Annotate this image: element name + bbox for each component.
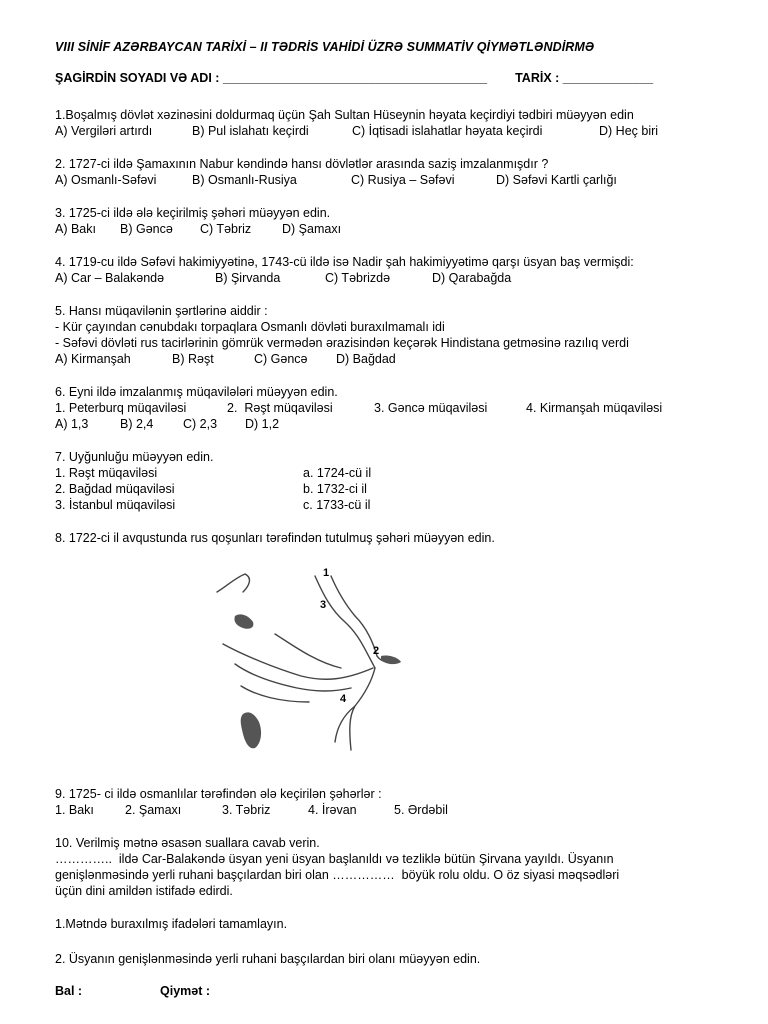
option-c: C) Gəncə: [254, 352, 308, 366]
question-6-options: [55, 416, 725, 432]
option-c: C) 2,3: [183, 417, 218, 431]
question-5-text: 5. Hansı müqavilənin şərtlərinə aiddir :: [55, 304, 268, 318]
question-5-options: [55, 351, 725, 367]
match-left-2: 2. Bağdad müqaviləsi: [55, 482, 175, 496]
option-a: A) Osmanlı-Səfəvi: [55, 173, 157, 187]
river-path: [217, 574, 249, 592]
question-3: [55, 205, 725, 237]
question-7: [55, 449, 725, 513]
map-label-3: 3: [320, 599, 327, 611]
question-10-sub-1: [55, 916, 725, 932]
question-1-text: 1.Boşalmış dövlət xəzinəsini doldurmaq üçün Şah Sultan Hüseynin həyata keçirdiyi tədbiri müəyyən edin: [55, 108, 634, 122]
map-figure: [205, 564, 445, 764]
question-2: [55, 156, 725, 188]
question-10-sub-2-text: 2. Üsyanın genişlənməsində yerli ruhani başçılardan biri olanı müəyyən edin.: [55, 952, 481, 966]
match-right-c: c. 1733-cü il: [303, 498, 371, 512]
worksheet-title: VIII SİNİF AZƏRBAYCAN TARİXİ – II TƏDRİS VAHİDİ ÜZRƏ SUMMATİV QİYMƏTLƏNDİRMƏ: [55, 40, 595, 54]
question-3-text: 3. 1725-ci ildə ələ keçirilmiş şəhəri müəyyən edin.: [55, 206, 331, 220]
match-right-b: b. 1732-ci il: [303, 482, 367, 496]
match-right-a: a. 1724-cü il: [303, 466, 372, 480]
river-path: [235, 664, 351, 691]
option-d: D) Səfəvi Kartli çarlığı: [496, 173, 617, 187]
question-9: [55, 786, 725, 818]
worksheet: [55, 40, 725, 998]
question-6-items: [55, 400, 725, 416]
treaty-item-1: 1. Peterburq müqaviləsi: [55, 401, 187, 415]
student-info: [55, 71, 725, 85]
question-10-passage-2: genişlənməsində yerli ruhani başçılardan biri olan …………… böyük rolu oldu. O öz siyasi məqsədləri: [55, 868, 620, 882]
option-1: 1. Bakı: [55, 803, 94, 817]
match-left-3: 3. İstanbul müqaviləsi: [55, 498, 176, 512]
question-6-text: 6. Eyni ildə imzalanmış müqavilələri müəyyən edin.: [55, 385, 338, 399]
question-5-condition-2: - Səfəvi dövləti rus tacirlərinin gömrük vermədən ərazisindən keçərək Hindistana getməsinə razılıq verdi: [55, 336, 629, 350]
question-5-condition-1: - Kür çayından cənubdakı torpaqlara Osmanlı dövləti buraxılmamalı idi: [55, 320, 445, 334]
option-a: A) Vergiləri artırdı: [55, 124, 153, 138]
option-b: B) Pul islahatı keçirdi: [192, 124, 309, 138]
question-1-options: [55, 123, 725, 139]
option-c: C) Təbriz: [200, 222, 252, 236]
question-9-text: 9. 1725- ci ildə osmanlılar tərəfindən ələ keçirilən şəhərlər :: [55, 787, 382, 801]
option-2: 2. Şamaxı: [125, 803, 182, 817]
lake-shape: [241, 712, 261, 748]
option-c: C) Rusiya – Səfəvi: [351, 173, 455, 187]
coastline-path: [331, 576, 395, 663]
score-label: Bal :: [55, 984, 83, 998]
option-3: 3. Təbriz: [222, 803, 271, 817]
map-label-4: 4: [340, 693, 347, 705]
question-8: [55, 530, 725, 764]
map-label-2: 2: [373, 645, 380, 657]
option-b: B) Osmanlı-Rusiya: [192, 173, 297, 187]
option-d: D) Qarabağda: [432, 271, 512, 285]
question-10-sub-1-text: 1.Mətndə buraxılmış ifadələri tamamlayın.: [55, 917, 288, 931]
option-5: 5. Ərdəbil: [394, 803, 448, 817]
option-b: B) 2,4: [120, 417, 154, 431]
option-a: A) Bakı: [55, 222, 96, 236]
coastline-path: [350, 668, 375, 750]
lake-shape: [234, 614, 253, 628]
map-label-1: 1: [323, 567, 330, 579]
option-b: B) Gəncə: [120, 222, 173, 236]
option-d: D) Heç biri: [599, 124, 659, 138]
grading-footer: [55, 984, 725, 998]
option-a: A) Car – Balakəndə: [55, 271, 165, 285]
treaty-item-2: 2. Rəşt müqaviləsi: [227, 401, 333, 415]
question-10: [55, 835, 725, 899]
treaty-item-4: 4. Kirmanşah müqaviləsi: [526, 401, 663, 415]
option-c: C) Təbrizdə: [325, 271, 391, 285]
option-d: D) 1,2: [245, 417, 280, 431]
match-left-1: 1. Rəşt müqaviləsi: [55, 466, 158, 480]
option-a: A) Kirmanşah: [55, 352, 131, 366]
river-path: [315, 576, 375, 668]
option-a: A) 1,3: [55, 417, 89, 431]
option-b: B) Rəşt: [172, 352, 214, 366]
question-4-text: 4. 1719-cu ildə Səfəvi hakimiyyətinə, 1743-cü ildə isə Nadir şah hakimiyyətimə qarşı üsyan baş vermişdi:: [55, 255, 634, 269]
question-4-options: [55, 270, 725, 286]
question-2-options: [55, 172, 725, 188]
question-4: [55, 254, 725, 286]
question-2-text: 2. 1727-ci ildə Şamaxının Nabur kəndində hansı dövlətlər arasında saziş imzalanmışdır ?: [55, 157, 549, 171]
question-10-sub-2: [55, 951, 725, 967]
question-9-options: [55, 802, 725, 818]
option-d: D) Şamaxı: [282, 222, 342, 236]
question-10-passage-1: ………….. ildə Car-Balakəndə üsyan yeni üsyan başlanıldı və tezliklə bütün Şirvana yayıldı. Üsyanın: [55, 852, 614, 866]
option-b: B) Şirvanda: [215, 271, 281, 285]
question-7-text: 7. Uyğunluğu müəyyən edin.: [55, 450, 214, 464]
question-5: [55, 303, 725, 367]
date-label: TARİX : _____________: [515, 71, 654, 85]
coast-mark: [381, 655, 401, 664]
grade-label: Qiymət :: [160, 984, 211, 998]
option-d: D) Bağdad: [336, 352, 396, 366]
question-8-text: 8. 1722-ci il avqustunda rus qoşunları tərəfindən tutulmuş şəhəri müəyyən edin.: [55, 531, 495, 545]
question-10-passage-3: üçün dini amildən istifadə edirdi.: [55, 884, 233, 898]
question-6: [55, 384, 725, 432]
option-c: C) İqtisadi islahatlar həyata keçirdi: [352, 124, 543, 138]
question-1: [55, 107, 725, 139]
option-4: 4. İrəvan: [308, 803, 357, 817]
question-3-options: [55, 221, 725, 237]
treaty-item-3: 3. Gəncə müqaviləsi: [374, 401, 488, 415]
river-path: [275, 634, 341, 668]
student-name-label: ŞAGİRDİN SOYADI VƏ ADI : ______________________________________: [55, 71, 488, 85]
matching-table: [55, 465, 725, 513]
question-10-text: 10. Verilmiş mətnə əsasən suallara cavab verin.: [55, 836, 320, 850]
caspian-coast-map: [205, 564, 445, 764]
